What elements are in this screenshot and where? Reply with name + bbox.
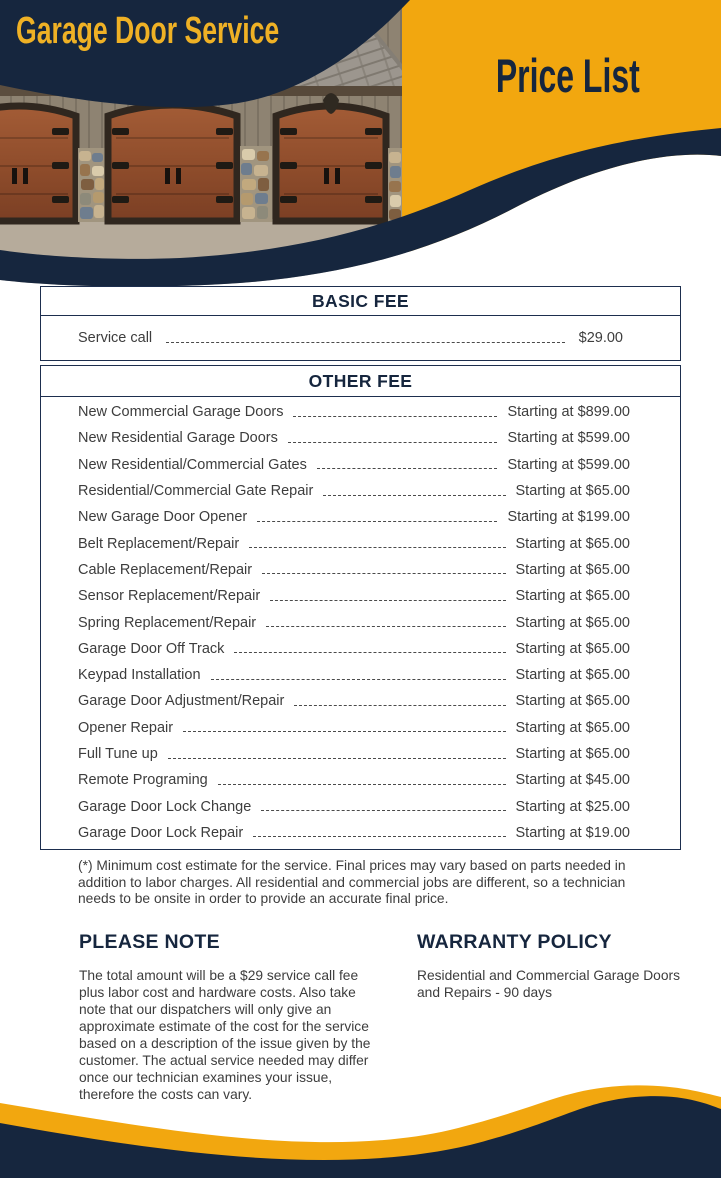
dotted-leader <box>323 495 505 496</box>
fee-label: Cable Replacement/Repair <box>78 561 253 578</box>
fee-label: Sensor Replacement/Repair <box>78 588 261 605</box>
fee-row <box>41 557 680 583</box>
fee-price: Starting at $65.00 <box>515 746 630 762</box>
fee-price: Starting at $599.00 <box>507 430 630 447</box>
fee-row <box>41 452 680 478</box>
fee-label: Spring Replacement/Repair <box>78 614 257 631</box>
fee-row <box>41 741 680 767</box>
brand-title-text: Garage Door Service <box>16 10 280 52</box>
dotted-leader <box>262 573 505 574</box>
other-fee-title: OTHER FEE <box>41 366 680 397</box>
fee-table <box>40 286 681 850</box>
fee-price: Starting at $199.00 <box>507 509 630 526</box>
brand-title <box>16 12 392 52</box>
please-note-body: The total amount will be a $29 service call fee plus labor cost and hardware costs. Also take note that our dispatchers will only give an approximate estimate of the cost for the service based on a description of the issue given by the customer. The actual service needed may differ once our technician examines your issue, therefore the costs can vary. <box>79 968 371 1102</box>
fee-price: Starting at $25.00 <box>515 798 630 815</box>
fee-row <box>41 609 680 635</box>
fee-label: Service call <box>78 330 153 346</box>
basic-fee-section <box>40 286 681 361</box>
dotted-leader <box>253 836 505 837</box>
fee-price: Starting at $65.00 <box>515 535 630 552</box>
dotted-leader <box>266 626 505 627</box>
fee-label: Belt Replacement/Repair <box>78 535 240 552</box>
fee-price: Starting at $899.00 <box>507 404 630 421</box>
dotted-leader <box>294 705 505 706</box>
fee-label: New Residential Garage Doors <box>78 430 278 447</box>
fee-label: New Garage Door Opener <box>78 509 248 526</box>
fee-row <box>41 530 680 556</box>
warranty-policy-section <box>417 931 695 1001</box>
other-fee-list <box>41 397 680 849</box>
fee-price: $29.00 <box>578 330 623 346</box>
dotted-leader <box>183 731 505 732</box>
fee-label: New Residential/Commercial Gates <box>78 456 307 473</box>
fee-price: Starting at $65.00 <box>515 588 630 605</box>
fee-price: Starting at $65.00 <box>515 640 630 657</box>
fee-price: Starting at $65.00 <box>515 614 630 631</box>
warranty-policy-body: Residential and Commercial Garage Doors and Repairs - 90 days <box>417 968 681 1000</box>
dotted-leader <box>211 679 506 680</box>
fee-row <box>41 793 680 819</box>
warranty-policy-heading: WARRANTY POLICY <box>417 931 612 953</box>
basic-fee-title: BASIC FEE <box>41 287 680 316</box>
page-title <box>455 49 680 102</box>
fee-row <box>41 478 680 504</box>
fee-row <box>41 425 680 451</box>
fee-row <box>41 316 680 360</box>
fee-row <box>41 636 680 662</box>
dotted-leader <box>288 442 498 443</box>
fee-row <box>41 583 680 609</box>
fee-label: Residential/Commercial Gate Repair <box>78 483 314 500</box>
page-title-text: Price List <box>495 49 640 102</box>
fee-price: Starting at $65.00 <box>515 719 630 736</box>
fee-label: Remote Programing <box>78 772 208 789</box>
fee-price: Starting at $65.00 <box>515 561 630 578</box>
dotted-leader <box>261 810 505 811</box>
fee-row <box>41 399 680 425</box>
fee-label: Garage Door Lock Repair <box>78 824 244 841</box>
dotted-leader <box>168 758 506 759</box>
dotted-leader <box>234 652 505 653</box>
fee-row <box>41 662 680 688</box>
fee-label: Opener Repair <box>78 719 174 736</box>
fee-label: Full Tune up <box>78 746 158 762</box>
fee-row <box>41 504 680 530</box>
other-fee-section <box>40 365 681 850</box>
dotted-leader <box>249 547 505 548</box>
fee-price: Starting at $19.00 <box>515 824 630 841</box>
please-note-section <box>79 931 374 1103</box>
fee-row <box>41 715 680 741</box>
fee-price: Starting at $45.00 <box>515 772 630 789</box>
dotted-leader <box>218 784 506 785</box>
fee-label: Garage Door Off Track <box>78 640 225 657</box>
fee-price: Starting at $599.00 <box>507 456 630 473</box>
fee-row <box>41 820 680 846</box>
fee-label: New Commercial Garage Doors <box>78 404 284 421</box>
dotted-leader <box>257 521 497 522</box>
fee-price: Starting at $65.00 <box>515 667 630 684</box>
fee-label: Garage Door Lock Change <box>78 798 252 815</box>
fee-price: Starting at $65.00 <box>515 483 630 500</box>
fee-row <box>41 688 680 714</box>
dotted-leader <box>317 468 498 469</box>
dotted-leader <box>166 342 565 343</box>
dotted-leader <box>293 416 497 417</box>
dotted-leader <box>270 600 505 601</box>
fee-price: Starting at $65.00 <box>515 693 630 710</box>
basic-fee-list <box>41 316 680 360</box>
garage-door-right <box>276 93 386 221</box>
fee-row <box>41 767 680 793</box>
footnote: (*) Minimum cost estimate for the service. Final prices may vary based on parts needed in addition to labor charges. All residential and commercial jobs are different, so a technician needs to be onsite in order to provide an accurate final price. <box>78 858 626 907</box>
fee-label: Garage Door Adjustment/Repair <box>78 693 285 710</box>
stone-pillar <box>240 146 272 222</box>
stone-pillar <box>78 148 106 222</box>
garage-door-left <box>0 106 76 221</box>
please-note-heading: PLEASE NOTE <box>79 931 220 953</box>
fee-label: Keypad Installation <box>78 667 201 684</box>
